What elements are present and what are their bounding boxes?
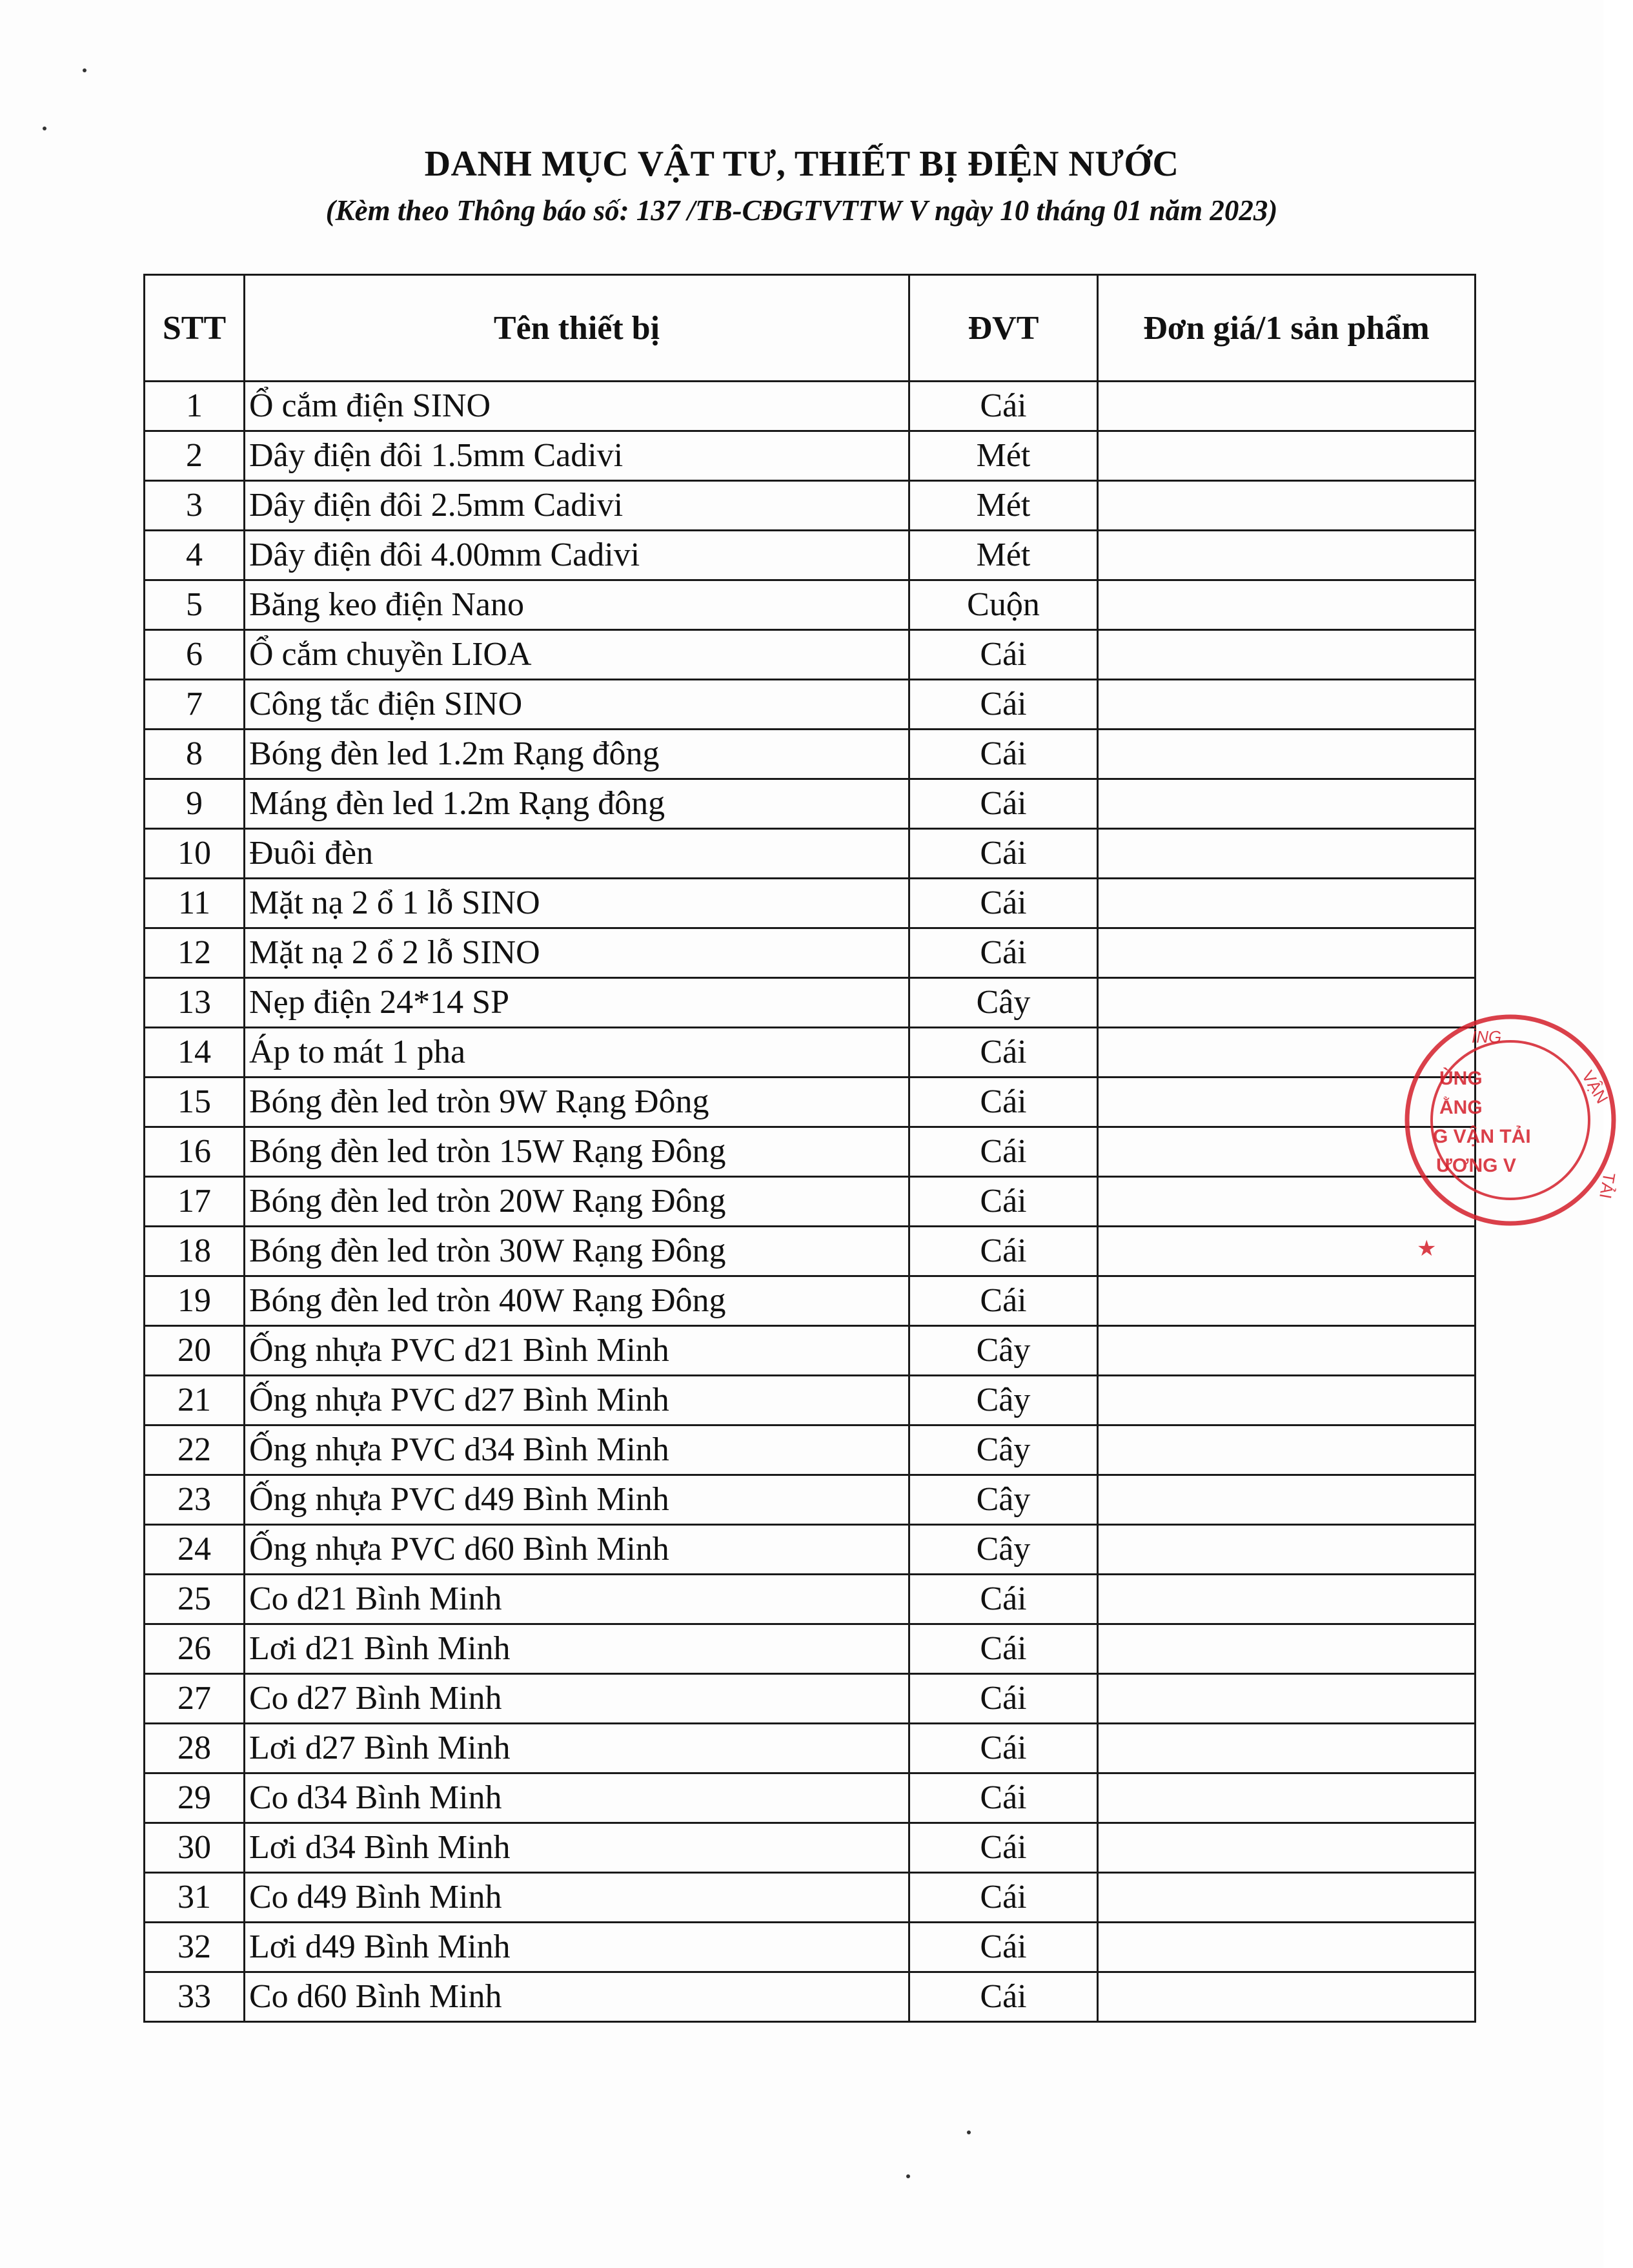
row-stt: 29 bbox=[145, 1773, 245, 1823]
row-stt: 9 bbox=[145, 779, 245, 829]
svg-text:ÌNG: ÌNG bbox=[1472, 1027, 1502, 1047]
row-name: Dây điện đôi 2.5mm Cadivi bbox=[245, 481, 909, 531]
row-price bbox=[1098, 1972, 1476, 2022]
row-unit: Cái bbox=[909, 1873, 1098, 1923]
row-unit: Cây bbox=[909, 1376, 1098, 1425]
svg-text:ÙNG: ÙNG bbox=[1439, 1068, 1483, 1089]
svg-text:TẢI: TẢI bbox=[1596, 1170, 1619, 1201]
row-unit: Cái bbox=[909, 680, 1098, 730]
row-name: Ống nhựa PVC d21 Bình Minh bbox=[245, 1326, 909, 1376]
row-stt: 27 bbox=[145, 1674, 245, 1724]
row-stt: 18 bbox=[145, 1227, 245, 1276]
row-stt: 11 bbox=[145, 879, 245, 928]
scan-speck bbox=[43, 127, 46, 130]
row-stt: 17 bbox=[145, 1177, 245, 1227]
row-name: Mặt nạ 2 ổ 1 lỗ SINO bbox=[245, 879, 909, 928]
row-price bbox=[1098, 779, 1476, 829]
row-name: Lơi d34 Bình Minh bbox=[245, 1823, 909, 1873]
row-name: Bóng đèn led 1.2m Rạng đông bbox=[245, 730, 909, 779]
row-unit: Cái bbox=[909, 1177, 1098, 1227]
row-price bbox=[1098, 382, 1476, 431]
row-price bbox=[1098, 1078, 1476, 1127]
header-price: Đơn giá/1 sản phẩm bbox=[1098, 275, 1476, 382]
row-price bbox=[1098, 1376, 1476, 1425]
table-row bbox=[145, 1972, 1476, 2022]
row-unit: Cuộn bbox=[909, 580, 1098, 630]
row-price bbox=[1098, 1575, 1476, 1624]
table-row bbox=[145, 779, 1476, 829]
row-price bbox=[1098, 1227, 1476, 1276]
row-stt: 20 bbox=[145, 1326, 245, 1376]
row-name: Bóng đèn led tròn 15W Rạng Đông bbox=[245, 1127, 909, 1177]
row-price bbox=[1098, 1773, 1476, 1823]
row-unit: Cái bbox=[909, 382, 1098, 431]
header-stt: STT bbox=[145, 275, 245, 382]
row-stt: 33 bbox=[145, 1972, 245, 2022]
row-price bbox=[1098, 1326, 1476, 1376]
row-unit: Cái bbox=[909, 1724, 1098, 1773]
row-price bbox=[1098, 1127, 1476, 1177]
row-name: Bóng đèn led tròn 40W Rạng Đông bbox=[245, 1276, 909, 1326]
row-unit: Cái bbox=[909, 1276, 1098, 1326]
document-title: DANH MỤC VẬT TƯ, THIẾT BỊ ĐIỆN NƯỚC bbox=[424, 144, 1179, 184]
table-row bbox=[145, 1227, 1476, 1276]
row-name: Co d27 Bình Minh bbox=[245, 1674, 909, 1724]
equipment-table bbox=[143, 274, 1476, 2023]
row-unit: Cái bbox=[909, 1674, 1098, 1724]
row-stt: 28 bbox=[145, 1724, 245, 1773]
row-stt: 25 bbox=[145, 1575, 245, 1624]
table-row bbox=[145, 928, 1476, 978]
table-row bbox=[145, 829, 1476, 879]
table-row bbox=[145, 1624, 1476, 1674]
row-stt: 31 bbox=[145, 1873, 245, 1923]
row-name: Băng keo điện Nano bbox=[245, 580, 909, 630]
row-name: Áp to mát 1 pha bbox=[245, 1028, 909, 1078]
table-row bbox=[145, 1276, 1476, 1326]
row-stt: 16 bbox=[145, 1127, 245, 1177]
row-price bbox=[1098, 928, 1476, 978]
row-stt: 3 bbox=[145, 481, 245, 531]
scan-speck bbox=[967, 2130, 971, 2134]
row-price bbox=[1098, 829, 1476, 879]
table-row bbox=[145, 1475, 1476, 1525]
svg-text:ƯƠNG V: ƯƠNG V bbox=[1436, 1155, 1516, 1176]
row-price bbox=[1098, 680, 1476, 730]
row-unit: Cái bbox=[909, 1227, 1098, 1276]
table-row bbox=[145, 431, 1476, 481]
table-row bbox=[145, 1873, 1476, 1923]
row-price bbox=[1098, 1177, 1476, 1227]
table-row bbox=[145, 1724, 1476, 1773]
table-row bbox=[145, 1127, 1476, 1177]
row-price bbox=[1098, 1276, 1476, 1326]
row-price bbox=[1098, 1674, 1476, 1724]
row-stt: 12 bbox=[145, 928, 245, 978]
table-row bbox=[145, 382, 1476, 431]
row-stt: 4 bbox=[145, 531, 245, 580]
row-stt: 2 bbox=[145, 431, 245, 481]
table-row bbox=[145, 1425, 1476, 1475]
svg-text:G VẬN TẢI: G VẬN TẢI bbox=[1433, 1126, 1531, 1147]
row-price bbox=[1098, 1425, 1476, 1475]
table-row bbox=[145, 1028, 1476, 1078]
row-stt: 32 bbox=[145, 1923, 245, 1972]
row-stt: 6 bbox=[145, 630, 245, 680]
table-row bbox=[145, 1376, 1476, 1425]
row-price bbox=[1098, 730, 1476, 779]
row-name: Ổ cắm chuyền LIOA bbox=[245, 630, 909, 680]
row-stt: 22 bbox=[145, 1425, 245, 1475]
row-name: Co d60 Bình Minh bbox=[245, 1972, 909, 2022]
row-price bbox=[1098, 1873, 1476, 1923]
row-stt: 26 bbox=[145, 1624, 245, 1674]
row-name: Lơi d49 Bình Minh bbox=[245, 1923, 909, 1972]
row-name: Co d21 Bình Minh bbox=[245, 1575, 909, 1624]
row-name: Lơi d21 Bình Minh bbox=[245, 1624, 909, 1674]
scan-speck bbox=[83, 68, 86, 72]
row-unit: Cái bbox=[909, 879, 1098, 928]
table-row bbox=[145, 680, 1476, 730]
table-row bbox=[145, 1525, 1476, 1575]
table-row bbox=[145, 580, 1476, 630]
row-price bbox=[1098, 1624, 1476, 1674]
row-name: Ống nhựa PVC d34 Bình Minh bbox=[245, 1425, 909, 1475]
row-name: Ổ cắm điện SINO bbox=[245, 382, 909, 431]
row-stt: 21 bbox=[145, 1376, 245, 1425]
table-body bbox=[145, 382, 1476, 2022]
row-unit: Cây bbox=[909, 978, 1098, 1028]
row-stt: 15 bbox=[145, 1078, 245, 1127]
row-stt: 8 bbox=[145, 730, 245, 779]
row-name: Mặt nạ 2 ổ 2 lỗ SINO bbox=[245, 928, 909, 978]
row-stt: 23 bbox=[145, 1475, 245, 1525]
row-stt: 30 bbox=[145, 1823, 245, 1873]
row-price bbox=[1098, 1724, 1476, 1773]
row-unit: Cái bbox=[909, 630, 1098, 680]
row-unit: Mét bbox=[909, 531, 1098, 580]
svg-text:★: ★ bbox=[1417, 1236, 1437, 1261]
row-unit: Cây bbox=[909, 1475, 1098, 1525]
row-name: Công tắc điện SINO bbox=[245, 680, 909, 730]
row-unit: Cây bbox=[909, 1425, 1098, 1475]
header-unit: ĐVT bbox=[909, 275, 1098, 382]
row-price bbox=[1098, 580, 1476, 630]
row-name: Bóng đèn led tròn 30W Rạng Đông bbox=[245, 1227, 909, 1276]
row-name: Dây điện đôi 1.5mm Cadivi bbox=[245, 431, 909, 481]
row-name: Co d49 Bình Minh bbox=[245, 1873, 909, 1923]
row-stt: 14 bbox=[145, 1028, 245, 1078]
table-row bbox=[145, 1923, 1476, 1972]
table-row bbox=[145, 1177, 1476, 1227]
row-stt: 10 bbox=[145, 829, 245, 879]
header-name: Tên thiết bị bbox=[245, 275, 909, 382]
svg-text:ẰNG: ẰNG bbox=[1439, 1097, 1483, 1118]
row-price bbox=[1098, 481, 1476, 531]
row-unit: Cái bbox=[909, 1624, 1098, 1674]
row-name: Co d34 Bình Minh bbox=[245, 1773, 909, 1823]
row-name: Ống nhựa PVC d49 Bình Minh bbox=[245, 1475, 909, 1525]
table-row bbox=[145, 1078, 1476, 1127]
row-stt: 5 bbox=[145, 580, 245, 630]
row-stt: 1 bbox=[145, 382, 245, 431]
row-price bbox=[1098, 879, 1476, 928]
table-row bbox=[145, 1575, 1476, 1624]
row-name: Bóng đèn led tròn 20W Rạng Đông bbox=[245, 1177, 909, 1227]
row-price bbox=[1098, 1028, 1476, 1078]
table-row bbox=[145, 978, 1476, 1028]
row-price bbox=[1098, 630, 1476, 680]
row-price bbox=[1098, 531, 1476, 580]
row-price bbox=[1098, 978, 1476, 1028]
row-unit: Cây bbox=[909, 1525, 1098, 1575]
row-name: Bóng đèn led tròn 9W Rạng Đông bbox=[245, 1078, 909, 1127]
table-row bbox=[145, 730, 1476, 779]
row-unit: Cái bbox=[909, 1923, 1098, 1972]
row-price bbox=[1098, 1525, 1476, 1575]
row-unit: Mét bbox=[909, 431, 1098, 481]
table-row bbox=[145, 481, 1476, 531]
table-row bbox=[145, 1326, 1476, 1376]
row-price bbox=[1098, 1823, 1476, 1873]
svg-text:VẬN: VẬN bbox=[1577, 1067, 1612, 1107]
row-name: Lơi d27 Bình Minh bbox=[245, 1724, 909, 1773]
row-unit: Cái bbox=[909, 1823, 1098, 1873]
table-row bbox=[145, 630, 1476, 680]
row-unit: Cái bbox=[909, 829, 1098, 879]
row-unit: Cái bbox=[909, 730, 1098, 779]
table-row bbox=[145, 531, 1476, 580]
row-unit: Cái bbox=[909, 1972, 1098, 2022]
row-name: Ống nhựa PVC d27 Bình Minh bbox=[245, 1376, 909, 1425]
row-unit: Cái bbox=[909, 1575, 1098, 1624]
row-unit: Cái bbox=[909, 1028, 1098, 1078]
row-unit: Cái bbox=[909, 1773, 1098, 1823]
row-stt: 19 bbox=[145, 1276, 245, 1326]
row-stt: 13 bbox=[145, 978, 245, 1028]
row-price bbox=[1098, 1923, 1476, 1972]
document-subtitle: (Kèm theo Thông báo số: 137 /TB-CĐGTVTTW V ngày 10 tháng 01 năm 2023) bbox=[325, 194, 1278, 227]
row-name: Máng đèn led 1.2m Rạng đông bbox=[245, 779, 909, 829]
scan-speck bbox=[906, 2174, 910, 2178]
row-unit: Cái bbox=[909, 1078, 1098, 1127]
row-name: Ống nhựa PVC d60 Bình Minh bbox=[245, 1525, 909, 1575]
row-name: Nẹp điện 24*14 SP bbox=[245, 978, 909, 1028]
row-stt: 24 bbox=[145, 1525, 245, 1575]
row-unit: Mét bbox=[909, 481, 1098, 531]
row-name: Đuôi đèn bbox=[245, 829, 909, 879]
table-row bbox=[145, 1823, 1476, 1873]
row-price bbox=[1098, 1475, 1476, 1525]
row-price bbox=[1098, 431, 1476, 481]
table-row bbox=[145, 879, 1476, 928]
table-row bbox=[145, 1674, 1476, 1724]
row-name: Dây điện đôi 4.00mm Cadivi bbox=[245, 531, 909, 580]
table-header-row bbox=[145, 275, 1476, 382]
row-unit: Cây bbox=[909, 1326, 1098, 1376]
table-row bbox=[145, 1773, 1476, 1823]
row-unit: Cái bbox=[909, 779, 1098, 829]
row-stt: 7 bbox=[145, 680, 245, 730]
row-unit: Cái bbox=[909, 928, 1098, 978]
row-unit: Cái bbox=[909, 1127, 1098, 1177]
